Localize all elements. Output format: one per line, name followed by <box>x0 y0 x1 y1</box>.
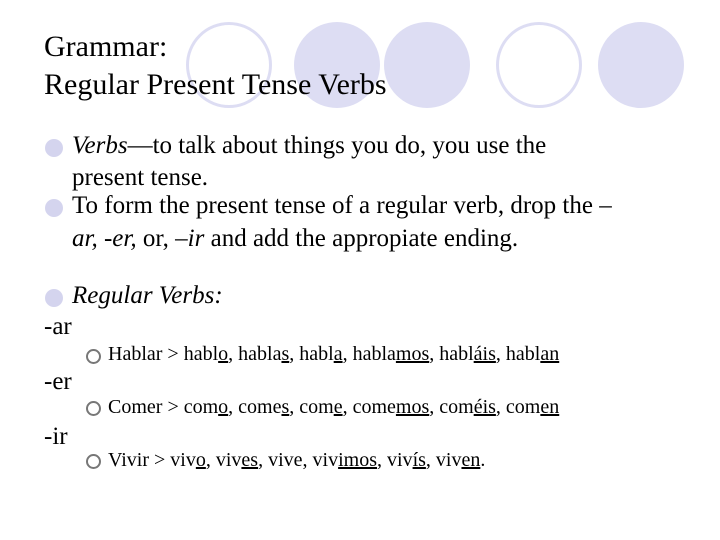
form-er-5 <box>439 396 496 418</box>
bullet-1-line-1 <box>72 131 546 161</box>
ending: éis <box>473 396 496 418</box>
ending: mos <box>395 396 430 418</box>
decor-circle-5 <box>598 22 684 108</box>
form-ar-6 <box>506 343 559 365</box>
ending: ís <box>412 449 426 471</box>
stem: viv <box>387 449 413 471</box>
stem: habla <box>238 343 282 365</box>
sub-marker-ar <box>86 349 101 364</box>
bullet-2-line-2 <box>72 224 518 254</box>
stem: viv <box>215 449 242 471</box>
stem: com <box>299 396 334 418</box>
stem: com <box>505 396 541 418</box>
form-er-1 <box>184 396 228 418</box>
ending: s <box>281 396 290 418</box>
ending: o <box>218 396 229 418</box>
slide-title <box>44 28 387 104</box>
stem: com <box>439 396 474 418</box>
form-ir-4 <box>313 449 377 471</box>
form-ar-1 <box>184 343 228 365</box>
title-line-1: Grammar: <box>44 30 168 63</box>
stem: habl <box>505 343 541 365</box>
conjugation-ar: Hablar > hablo, hablas, habla, hablamos, habláis, hablan <box>108 343 560 365</box>
verb-hablar: Hablar <box>108 343 163 365</box>
bullet-2-ir: –ir <box>175 225 205 252</box>
decor-circle-3 <box>384 22 470 108</box>
form-er-2 <box>238 396 289 418</box>
form-ar-5 <box>439 343 496 365</box>
stem: viv <box>170 449 196 471</box>
arrow: > <box>162 396 184 418</box>
form-ar-3 <box>299 343 342 365</box>
bullet-2-line-1: To form the present tense of a regular verb, drop the – <box>72 192 612 219</box>
bullet-1-text: to talk about things you do, you use the <box>152 132 547 159</box>
bullet-1-keyword: Verbs <box>72 132 128 159</box>
ending: o <box>218 343 229 365</box>
suffix-er: -er <box>44 368 72 395</box>
form-ir-2 <box>216 449 258 471</box>
ending: mos <box>395 343 430 365</box>
form-ar-2 <box>238 343 289 365</box>
bullet-marker-3 <box>45 289 63 307</box>
stem: viv <box>435 449 462 471</box>
title-line-2: Regular Present Tense Verbs <box>44 68 387 101</box>
ending: e <box>333 396 343 418</box>
form-ir-3 <box>268 449 302 471</box>
form-ir-1 <box>170 449 206 471</box>
form-ar-4 <box>353 343 430 365</box>
regular-verbs-heading: Regular Verbs: <box>72 282 223 309</box>
form-ir-6 <box>436 449 480 471</box>
ending: áis <box>473 343 496 365</box>
stem: habl <box>183 343 219 365</box>
bullet-3-heading <box>72 281 223 311</box>
form-er-6 <box>506 396 559 418</box>
ending: o <box>195 449 206 471</box>
ending: a <box>333 343 343 365</box>
bullet-2-rest: and add the appropiate ending. <box>204 225 519 252</box>
stem: com <box>183 396 219 418</box>
stem: habl <box>299 343 334 365</box>
ending: es <box>241 449 259 471</box>
sub-marker-er <box>86 401 101 416</box>
form-er-4 <box>353 396 430 418</box>
stem: habla <box>352 343 396 365</box>
bullet-2-mid: or, <box>136 225 176 252</box>
bullet-1-line-2: present tense. <box>72 164 209 191</box>
verb-comer: Comer <box>108 396 163 418</box>
arrow: > <box>149 449 171 471</box>
sub-marker-ir <box>86 454 101 469</box>
conjugation-ir: Vivir > vivo, vives, vive, vivimos, vivís, viven. <box>108 449 486 471</box>
ending: s <box>281 343 290 365</box>
bullet-marker-1 <box>45 139 63 157</box>
ending: en <box>540 396 560 418</box>
arrow: > <box>162 343 184 365</box>
form-ir-5 <box>387 449 426 471</box>
suffix-ir: -ir <box>44 423 68 450</box>
verb-vivir: Vivir <box>108 449 150 471</box>
decor-circle-4 <box>496 22 582 108</box>
stem: vive <box>268 449 303 471</box>
stem: viv <box>312 449 339 471</box>
end-punct: . <box>480 449 486 471</box>
ending: an <box>540 343 560 365</box>
stem: come <box>238 396 282 418</box>
conjugation-er: Comer > como, comes, come, comemos, coméis, comen <box>108 396 560 418</box>
bullet-2-endings: ar, -er, <box>72 225 137 252</box>
bullet-marker-2 <box>45 199 63 217</box>
stem: come <box>352 396 396 418</box>
form-er-3 <box>299 396 342 418</box>
bullet-1-dash: — <box>127 132 153 159</box>
ending: en <box>461 449 481 471</box>
stem: habl <box>439 343 474 365</box>
suffix-ar: -ar <box>44 313 72 340</box>
ending: imos <box>338 449 377 471</box>
